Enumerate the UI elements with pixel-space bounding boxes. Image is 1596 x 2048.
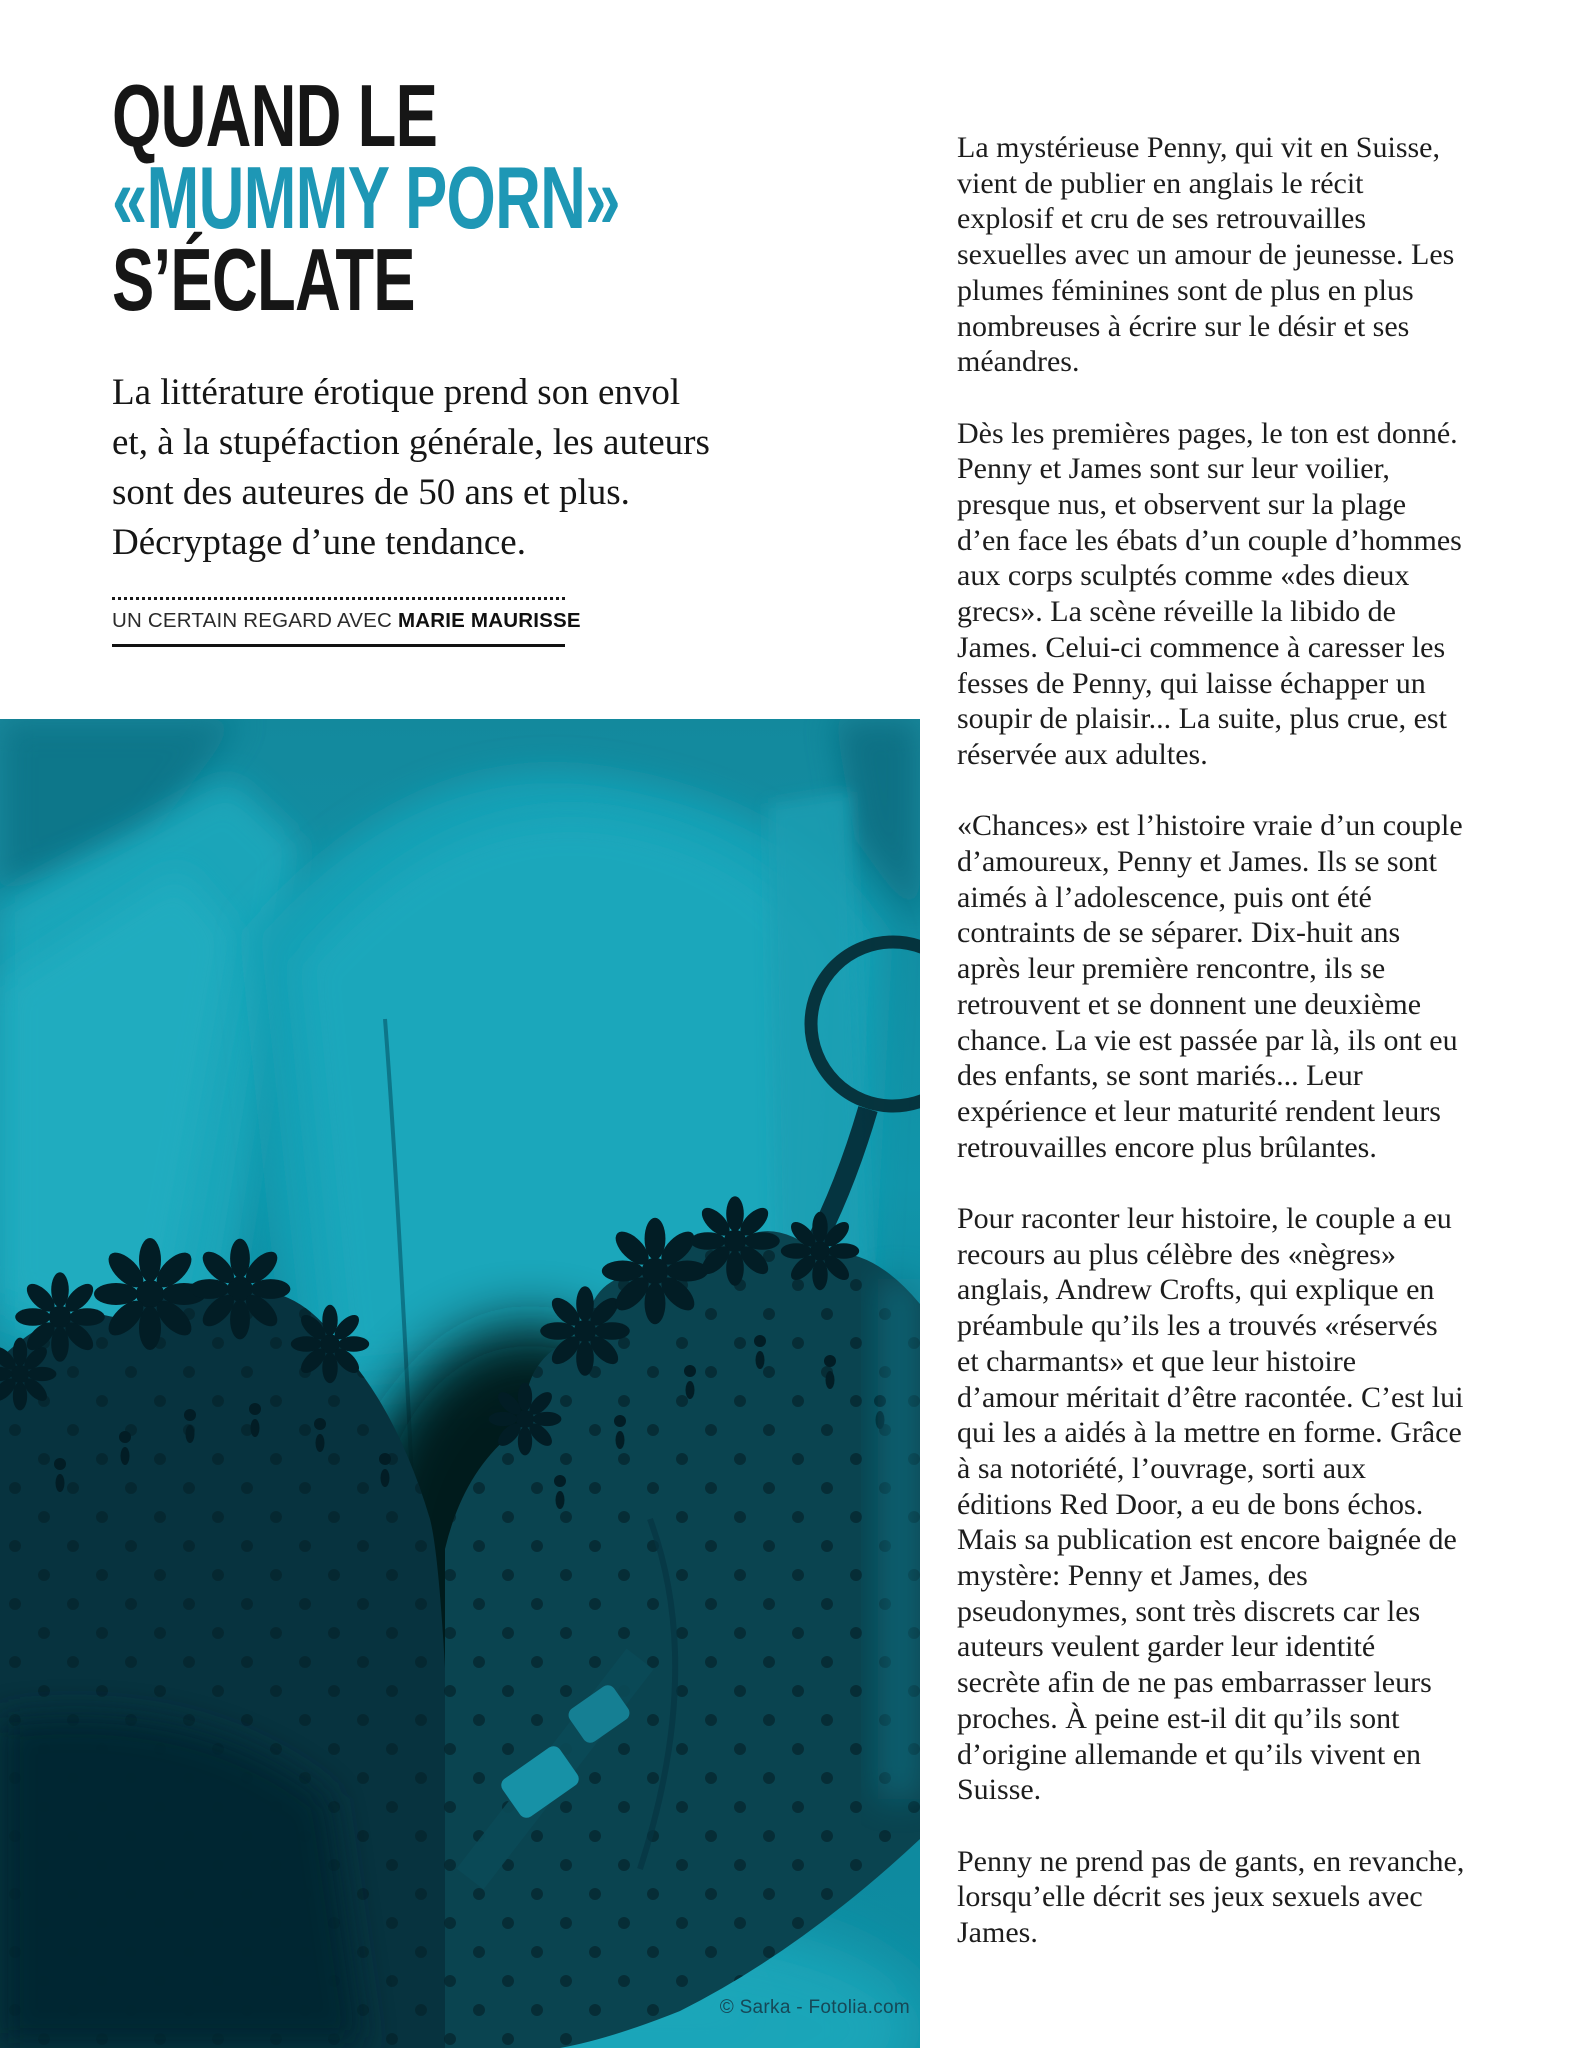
- article-body: [957, 130, 1465, 1986]
- headline-line-1: QUAND LE: [112, 66, 438, 165]
- body-paragraph: Dès les premières pages, le ton est donné. Penny et James sont sur leur voilier, presque nus, et observent sur la plage d’en face les ébats d’un couple d’hommes aux corps sculptés comme «des dieux grecs». La scène réveille la libido de James. Celui-ci commence à caresser les fesses de Penny, qui laisse échapper un soupir de plaisir... La suite, plus crue, est réservée aux adultes.: [957, 416, 1462, 771]
- byline: [112, 597, 581, 647]
- body-paragraph: Penny ne prend pas de gants, en revanche, lorsqu’elle décrit ses jeux sexuels avec James.: [957, 1844, 1465, 1950]
- standfirst-line: La littérature érotique prend son envol: [112, 372, 681, 413]
- article-photo: [0, 719, 920, 2048]
- byline-prefix: UN CERTAIN REGARD AVEC: [112, 609, 398, 632]
- lace-bra-on-book-illustration: [0, 719, 920, 2048]
- body-paragraph: «Chances» est l’histoire vraie d’un couple d’amoureux, Penny et James. Ils se sont aimés à l’adolescence, puis ont été contraints de se séparer. Dix-huit ans après leur première rencontre, ils se retrouvent et se donnent une deuxième chance. La vie est passée par là, ils ont eu des enfants, se sont mariés... Leur expérience et leur maturité rendent leurs retrouvailles encore plus brûlantes.: [957, 809, 1463, 1164]
- standfirst: [112, 368, 710, 568]
- photo-credit: © Sarka - Fotolia.com: [719, 1997, 910, 2018]
- standfirst-line: et, à la stupéfaction générale, les auteurs: [112, 422, 710, 463]
- page-title: [112, 66, 817, 329]
- body-paragraph: La mystérieuse Penny, qui vit en Suisse, vient de publier en anglais le récit explosif et cru de ses retrouvailles sexuelles avec un amour de jeunesse. Les plumes féminines sont de plus en plus nombreuses à écrire sur le désir et ses méandres.: [957, 131, 1455, 379]
- headline-line-3: S’ÉCLATE: [112, 230, 415, 329]
- standfirst-line: Décryptage d’une tendance.: [112, 522, 526, 563]
- standfirst-line: sont des auteures de 50 ans et plus.: [112, 472, 630, 513]
- headline-line-2-accent: «MUMMY PORN»: [112, 148, 620, 247]
- byline-author: MARIE MAURISSE: [397, 609, 581, 632]
- body-paragraph: Pour raconter leur histoire, le couple a eu recours au plus célèbre des «nègres» anglais, Andrew Crofts, qui explique en préambule qu’ils les a trouvés «réservés et charmants» et que leur histoire d’amour méritait d’être racontée. C’est lui qui les a aidés à la mettre en forme. Grâce à sa notoriété, l’ouvrage, sorti aux éditions Red Door, a eu de bons échos. Mais sa publication est encore baignée de mystère: Penny et James, des pseudonymes, sont très discrets car les auteurs veulent garder leur identité secrète afin de ne pas embarrasser leurs proches. À peine est-il dit qu’ils sont d’origine allemande et qu’ils vivent en Suisse.: [957, 1202, 1464, 1807]
